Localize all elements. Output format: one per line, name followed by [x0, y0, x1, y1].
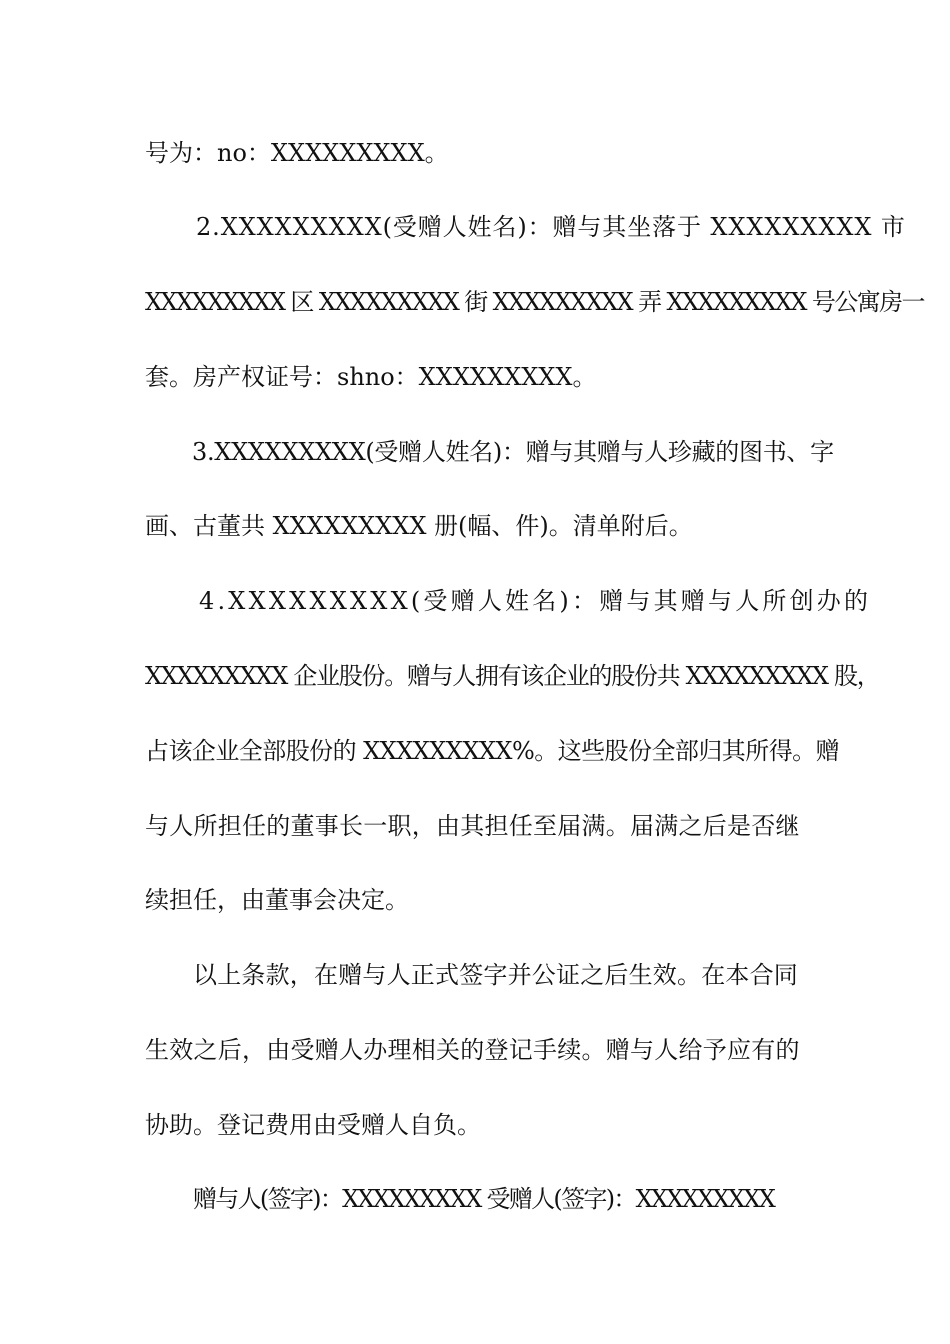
text-line-5: 3.XXXXXXXXX(受赠人姓名)：赠与其赠与人珍藏的图书、字: [192, 438, 834, 466]
signature-line: 赠与人(签字)：XXXXXXXXX 受赠人(签字)：XXXXXXXXX: [193, 1185, 775, 1213]
text-line-2: 2.XXXXXXXXX(受赠人姓名)：赠与其坐落于 XXXXXXXXX 市: [196, 213, 906, 241]
text-line-7: 4.XXXXXXXXX(受赠人姓名)：赠与其赠与人所创办的: [199, 587, 872, 615]
text-line-12: 以上条款，在赠与人正式签字并公证之后生效。在本合同: [193, 961, 798, 989]
text-line-11: 续担任，由董事会决定。: [145, 886, 409, 914]
text-line-4: 套。房产权证号：shno：XXXXXXXXX。: [145, 363, 597, 391]
text-line-9: 占该企业全部股份的 XXXXXXXXX%。这些股份全部归其所得。赠: [145, 737, 840, 765]
text-line-8: XXXXXXXXX 企业股份。赠与人拥有该企业的股份共 XXXXXXXXX 股，: [145, 662, 880, 690]
text-line-1: 号为：no：XXXXXXXXX。: [145, 139, 449, 167]
text-line-13: 生效之后，由受赠人办理相关的登记手续。赠与人给予应有的: [145, 1036, 800, 1064]
text-line-14: 协助。登记费用由受赠人自负。: [145, 1111, 481, 1139]
text-line-6: 画、古董共 XXXXXXXXX 册(幅、件)。清单附后。: [145, 512, 693, 540]
text-line-10: 与人所担任的董事长一职，由其担任至届满。届满之后是否继: [145, 812, 800, 840]
text-line-3: XXXXXXXXX 区 XXXXXXXXX 街 XXXXXXXXX 弄 XXXXXXXXX 号公寓房一: [145, 288, 924, 316]
